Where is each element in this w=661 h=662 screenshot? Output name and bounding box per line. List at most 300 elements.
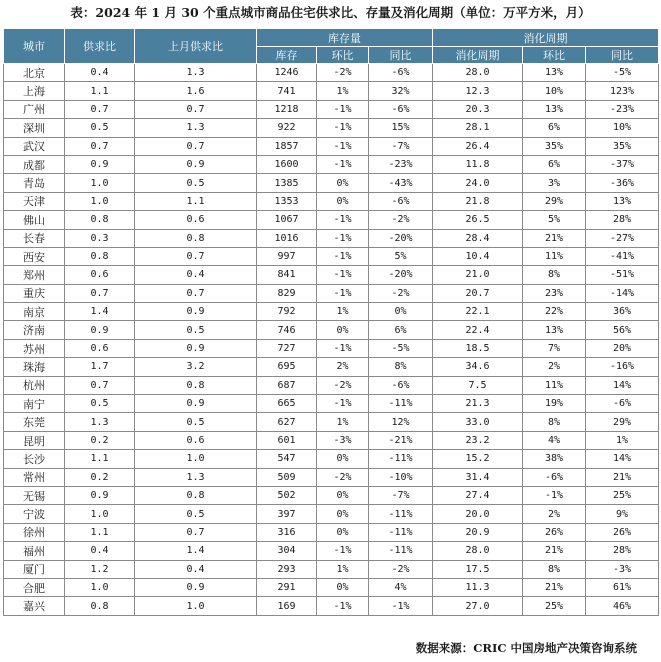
cell-city: 佛山	[4, 211, 65, 229]
cell-inventory: 997	[257, 247, 317, 265]
cell-city: 郑州	[4, 266, 65, 284]
cell-inventory-mom: -2%	[317, 376, 369, 394]
cell-cycle-yoy: -36%	[586, 174, 659, 192]
table-row	[4, 211, 659, 229]
cell-city: 天津	[4, 192, 65, 210]
cell-inventory-yoy: 5%	[369, 247, 433, 265]
cell-city: 厦门	[4, 560, 65, 578]
cell-cycle-yoy: 21%	[586, 468, 659, 486]
cell-inventory: 502	[257, 486, 317, 504]
cell-cycle-mom: 38%	[523, 450, 586, 468]
cell-inventory: 169	[257, 597, 317, 615]
cell-supply-ratio: 1.0	[65, 174, 135, 192]
cell-cycle: 24.0	[433, 174, 523, 192]
cell-cycle: 11.8	[433, 155, 523, 173]
cell-supply-ratio: 1.1	[65, 523, 135, 541]
cell-cycle-yoy: 20%	[586, 339, 659, 357]
cell-cycle-mom: 6%	[523, 119, 586, 137]
cell-cycle-mom: 23%	[523, 284, 586, 302]
cell-cycle-yoy: 35%	[586, 137, 659, 155]
table-row	[4, 192, 659, 210]
cell-cycle-yoy: -14%	[586, 284, 659, 302]
cell-city: 武汉	[4, 137, 65, 155]
table-row	[4, 119, 659, 137]
cell-cycle: 26.5	[433, 211, 523, 229]
cell-inventory: 397	[257, 505, 317, 523]
cell-inventory-mom: 0%	[317, 486, 369, 504]
cell-inventory: 1857	[257, 137, 317, 155]
header-cycle-yoy: 同比	[586, 47, 659, 64]
cell-cycle: 27.4	[433, 486, 523, 504]
cell-supply-ratio: 0.9	[65, 321, 135, 339]
cell-cycle: 21.0	[433, 266, 523, 284]
cell-inventory-mom: 1%	[317, 413, 369, 431]
cell-inventory-mom: 1%	[317, 303, 369, 321]
cell-inventory: 547	[257, 450, 317, 468]
cell-inventory: 316	[257, 523, 317, 541]
cell-city: 济南	[4, 321, 65, 339]
cell-inventory-mom: 0%	[317, 523, 369, 541]
cell-city: 徐州	[4, 523, 65, 541]
cell-cycle-mom: 21%	[523, 542, 586, 560]
table-row	[4, 284, 659, 302]
cell-inventory: 741	[257, 82, 317, 100]
cell-supply-ratio: 0.3	[65, 229, 135, 247]
cell-cycle-mom: 29%	[523, 192, 586, 210]
cell-prev-supply-ratio: 0.8	[135, 376, 257, 394]
cell-inventory-mom: -1%	[317, 597, 369, 615]
cell-city: 南宁	[4, 395, 65, 413]
cell-inventory: 922	[257, 119, 317, 137]
cell-prev-supply-ratio: 0.9	[135, 303, 257, 321]
header-inventory-group: 库存量	[257, 29, 433, 47]
cell-supply-ratio: 0.6	[65, 339, 135, 357]
cell-supply-ratio: 0.8	[65, 597, 135, 615]
cell-prev-supply-ratio: 1.0	[135, 597, 257, 615]
cell-inventory: 687	[257, 376, 317, 394]
cell-inventory-mom: -1%	[317, 229, 369, 247]
table-body	[4, 64, 659, 616]
cell-cycle-mom: 3%	[523, 174, 586, 192]
cell-inventory: 695	[257, 358, 317, 376]
cell-inventory-yoy: -20%	[369, 229, 433, 247]
cell-cycle: 12.3	[433, 82, 523, 100]
cell-inventory-mom: 1%	[317, 82, 369, 100]
cell-prev-supply-ratio: 0.4	[135, 560, 257, 578]
cell-city: 长沙	[4, 450, 65, 468]
cell-inventory-yoy: -2%	[369, 211, 433, 229]
table-row	[4, 82, 659, 100]
table-row	[4, 358, 659, 376]
cell-inventory-yoy: -2%	[369, 284, 433, 302]
cell-cycle-mom: 19%	[523, 395, 586, 413]
cell-supply-ratio: 0.8	[65, 211, 135, 229]
cell-cycle-yoy: 25%	[586, 486, 659, 504]
cell-inventory-mom: 2%	[317, 358, 369, 376]
cell-supply-ratio: 1.3	[65, 413, 135, 431]
cell-cycle: 21.3	[433, 395, 523, 413]
cell-prev-supply-ratio: 1.3	[135, 468, 257, 486]
cell-cycle-yoy: 28%	[586, 542, 659, 560]
cell-inventory: 1385	[257, 174, 317, 192]
cell-cycle-mom: 21%	[523, 229, 586, 247]
cell-cycle: 20.9	[433, 523, 523, 541]
table-row	[4, 597, 659, 615]
cell-cycle: 20.0	[433, 505, 523, 523]
cell-supply-ratio: 1.0	[65, 192, 135, 210]
cell-city: 珠海	[4, 358, 65, 376]
cell-cycle: 20.7	[433, 284, 523, 302]
cell-cycle-yoy: 61%	[586, 578, 659, 596]
table-row	[4, 174, 659, 192]
cell-cycle-mom: -6%	[523, 468, 586, 486]
cell-prev-supply-ratio: 0.8	[135, 229, 257, 247]
cell-inventory: 509	[257, 468, 317, 486]
cell-cycle: 28.0	[433, 64, 523, 82]
cell-cycle-yoy: -3%	[586, 560, 659, 578]
cell-cycle-yoy: -27%	[586, 229, 659, 247]
cell-inventory-mom: 1%	[317, 560, 369, 578]
cell-supply-ratio: 0.5	[65, 119, 135, 137]
cell-city: 昆明	[4, 431, 65, 449]
table-row	[4, 431, 659, 449]
cell-cycle-yoy: 26%	[586, 523, 659, 541]
cell-supply-ratio: 0.2	[65, 468, 135, 486]
table-row	[4, 468, 659, 486]
cell-inventory-mom: 0%	[317, 505, 369, 523]
cell-cycle-yoy: 14%	[586, 376, 659, 394]
cell-cycle: 22.4	[433, 321, 523, 339]
cell-inventory-yoy: -6%	[369, 100, 433, 118]
cell-cycle: 27.0	[433, 597, 523, 615]
cell-inventory: 746	[257, 321, 317, 339]
cell-inventory-yoy: -20%	[369, 266, 433, 284]
cell-inventory-mom: -1%	[317, 247, 369, 265]
cell-cycle-yoy: 1%	[586, 431, 659, 449]
cell-inventory: 1016	[257, 229, 317, 247]
cell-prev-supply-ratio: 0.5	[135, 505, 257, 523]
cell-supply-ratio: 0.5	[65, 395, 135, 413]
cell-cycle-mom: 2%	[523, 358, 586, 376]
table-row	[4, 505, 659, 523]
cell-prev-supply-ratio: 0.6	[135, 431, 257, 449]
cell-prev-supply-ratio: 1.3	[135, 64, 257, 82]
cell-cycle-mom: 35%	[523, 137, 586, 155]
table-row	[4, 321, 659, 339]
header-inventory-mom: 环比	[317, 47, 369, 64]
cell-prev-supply-ratio: 0.5	[135, 174, 257, 192]
cell-cycle-mom: 8%	[523, 560, 586, 578]
cell-cycle-mom: 26%	[523, 523, 586, 541]
header-prev-supply-ratio: 上月供求比	[135, 29, 257, 64]
table-row	[4, 64, 659, 82]
cell-inventory: 1353	[257, 192, 317, 210]
cell-prev-supply-ratio: 1.1	[135, 192, 257, 210]
cell-supply-ratio: 0.8	[65, 247, 135, 265]
cell-inventory-yoy: -1%	[369, 597, 433, 615]
cell-cycle-mom: 6%	[523, 155, 586, 173]
cell-inventory-mom: 0%	[317, 192, 369, 210]
cell-inventory-mom: 0%	[317, 450, 369, 468]
cell-supply-ratio: 1.1	[65, 82, 135, 100]
cell-cycle: 7.5	[433, 376, 523, 394]
cell-cycle-yoy: 56%	[586, 321, 659, 339]
cell-prev-supply-ratio: 0.7	[135, 100, 257, 118]
cell-city: 北京	[4, 64, 65, 82]
cell-city: 南京	[4, 303, 65, 321]
cell-inventory-yoy: 15%	[369, 119, 433, 137]
table-row	[4, 578, 659, 596]
cell-inventory-yoy: -11%	[369, 395, 433, 413]
cell-cycle: 34.6	[433, 358, 523, 376]
table-row	[4, 303, 659, 321]
cell-inventory-yoy: -43%	[369, 174, 433, 192]
cell-cycle-yoy: -6%	[586, 395, 659, 413]
header-cycle-group: 消化周期	[433, 29, 659, 47]
cell-prev-supply-ratio: 0.9	[135, 155, 257, 173]
cell-inventory-mom: -1%	[317, 119, 369, 137]
cell-inventory-mom: 0%	[317, 174, 369, 192]
table-row	[4, 247, 659, 265]
cell-prev-supply-ratio: 1.6	[135, 82, 257, 100]
cell-inventory: 792	[257, 303, 317, 321]
cell-cycle: 33.0	[433, 413, 523, 431]
cell-cycle-yoy: 9%	[586, 505, 659, 523]
cell-cycle-mom: 4%	[523, 431, 586, 449]
cell-inventory: 841	[257, 266, 317, 284]
cell-city: 嘉兴	[4, 597, 65, 615]
cell-cycle: 15.2	[433, 450, 523, 468]
cell-cycle-yoy: -41%	[586, 247, 659, 265]
cell-city: 杭州	[4, 376, 65, 394]
cell-inventory: 304	[257, 542, 317, 560]
cell-cycle: 31.4	[433, 468, 523, 486]
cell-prev-supply-ratio: 1.0	[135, 450, 257, 468]
cell-cycle: 21.8	[433, 192, 523, 210]
cell-inventory-yoy: 8%	[369, 358, 433, 376]
header-inventory: 库存	[257, 47, 317, 64]
cell-supply-ratio: 0.7	[65, 376, 135, 394]
cell-inventory-yoy: 6%	[369, 321, 433, 339]
cell-supply-ratio: 0.2	[65, 431, 135, 449]
cell-prev-supply-ratio: 0.7	[135, 137, 257, 155]
header-row-1	[4, 29, 659, 47]
cell-inventory-mom: -1%	[317, 284, 369, 302]
cell-cycle-yoy: 36%	[586, 303, 659, 321]
cell-supply-ratio: 0.7	[65, 100, 135, 118]
cell-city: 深圳	[4, 119, 65, 137]
table-row	[4, 486, 659, 504]
cell-cycle-mom: 2%	[523, 505, 586, 523]
cell-inventory-mom: -3%	[317, 431, 369, 449]
cell-inventory-yoy: 4%	[369, 578, 433, 596]
cell-inventory-yoy: -6%	[369, 64, 433, 82]
cell-city: 常州	[4, 468, 65, 486]
cell-cycle-mom: 10%	[523, 82, 586, 100]
cell-cycle-yoy: -5%	[586, 64, 659, 82]
cell-cycle: 28.0	[433, 542, 523, 560]
cell-supply-ratio: 0.7	[65, 284, 135, 302]
cell-prev-supply-ratio: 0.5	[135, 413, 257, 431]
cell-inventory: 1067	[257, 211, 317, 229]
cell-supply-ratio: 0.4	[65, 64, 135, 82]
cell-cycle-mom: 11%	[523, 247, 586, 265]
cell-prev-supply-ratio: 0.5	[135, 321, 257, 339]
cell-inventory-mom: 0%	[317, 578, 369, 596]
cell-inventory-yoy: 32%	[369, 82, 433, 100]
cell-inventory-yoy: -6%	[369, 376, 433, 394]
cell-supply-ratio: 0.6	[65, 266, 135, 284]
cell-inventory-mom: -1%	[317, 211, 369, 229]
table-row	[4, 542, 659, 560]
cell-cycle-mom: -1%	[523, 486, 586, 504]
table-row	[4, 100, 659, 118]
header-cycle-mom: 环比	[523, 47, 586, 64]
cell-city: 宁波	[4, 505, 65, 523]
cell-prev-supply-ratio: 1.4	[135, 542, 257, 560]
header-supply-ratio: 供求比	[65, 29, 135, 64]
cell-cycle-yoy: 46%	[586, 597, 659, 615]
cell-cycle-yoy: -51%	[586, 266, 659, 284]
table-row	[4, 339, 659, 357]
cell-inventory: 829	[257, 284, 317, 302]
cell-inventory-mom: -1%	[317, 339, 369, 357]
cell-prev-supply-ratio: 0.6	[135, 211, 257, 229]
cell-cycle: 10.4	[433, 247, 523, 265]
table-row	[4, 155, 659, 173]
header-inventory-yoy: 同比	[369, 47, 433, 64]
cell-inventory-mom: -1%	[317, 542, 369, 560]
cell-prev-supply-ratio: 0.8	[135, 486, 257, 504]
table-row	[4, 229, 659, 247]
cell-cycle: 18.5	[433, 339, 523, 357]
cell-cycle-yoy: 10%	[586, 119, 659, 137]
cell-inventory-yoy: -7%	[369, 486, 433, 504]
cell-inventory-yoy: 0%	[369, 303, 433, 321]
cell-inventory: 727	[257, 339, 317, 357]
table-row	[4, 523, 659, 541]
cell-cycle-mom: 22%	[523, 303, 586, 321]
cell-city: 成都	[4, 155, 65, 173]
cell-supply-ratio: 0.9	[65, 486, 135, 504]
cell-supply-ratio: 0.7	[65, 137, 135, 155]
cell-cycle-mom: 5%	[523, 211, 586, 229]
cell-prev-supply-ratio: 3.2	[135, 358, 257, 376]
cell-inventory-yoy: -11%	[369, 523, 433, 541]
cell-cycle-mom: 25%	[523, 597, 586, 615]
cell-prev-supply-ratio: 0.7	[135, 523, 257, 541]
cell-cycle-yoy: 28%	[586, 211, 659, 229]
cell-prev-supply-ratio: 0.9	[135, 395, 257, 413]
cell-inventory-mom: 0%	[317, 321, 369, 339]
cell-inventory: 1600	[257, 155, 317, 173]
cell-supply-ratio: 1.1	[65, 450, 135, 468]
cell-prev-supply-ratio: 0.7	[135, 247, 257, 265]
cell-inventory-yoy: 12%	[369, 413, 433, 431]
supply-demand-table	[3, 28, 659, 616]
cell-cycle-mom: 11%	[523, 376, 586, 394]
cell-inventory-yoy: -11%	[369, 542, 433, 560]
cell-cycle: 20.3	[433, 100, 523, 118]
cell-supply-ratio: 0.4	[65, 542, 135, 560]
cell-city: 东莞	[4, 413, 65, 431]
cell-prev-supply-ratio: 0.7	[135, 284, 257, 302]
cell-cycle: 22.1	[433, 303, 523, 321]
cell-cycle-yoy: -23%	[586, 100, 659, 118]
cell-city: 长春	[4, 229, 65, 247]
cell-inventory: 627	[257, 413, 317, 431]
cell-inventory-mom: -2%	[317, 64, 369, 82]
table-row	[4, 376, 659, 394]
cell-city: 苏州	[4, 339, 65, 357]
table-title: 表：2024 年 1 月 30 个重点城市商品住宅供求比、存量及消化周期（单位：万平方米，月）	[70, 5, 591, 20]
table-row	[4, 450, 659, 468]
cell-cycle-mom: 7%	[523, 339, 586, 357]
cell-cycle-yoy: -37%	[586, 155, 659, 173]
cell-city: 福州	[4, 542, 65, 560]
cell-cycle-yoy: 123%	[586, 82, 659, 100]
cell-city: 合肥	[4, 578, 65, 596]
cell-inventory-yoy: -23%	[369, 155, 433, 173]
cell-inventory: 1246	[257, 64, 317, 82]
table-row	[4, 413, 659, 431]
cell-inventory: 665	[257, 395, 317, 413]
cell-supply-ratio: 1.0	[65, 578, 135, 596]
cell-city: 无锡	[4, 486, 65, 504]
cell-inventory-yoy: -5%	[369, 339, 433, 357]
cell-city: 广州	[4, 100, 65, 118]
cell-cycle-mom: 13%	[523, 64, 586, 82]
cell-city: 青岛	[4, 174, 65, 192]
table-row	[4, 137, 659, 155]
cell-inventory: 293	[257, 560, 317, 578]
cell-inventory-mom: -2%	[317, 468, 369, 486]
cell-cycle: 28.1	[433, 119, 523, 137]
cell-inventory-yoy: -11%	[369, 505, 433, 523]
cell-supply-ratio: 1.7	[65, 358, 135, 376]
cell-inventory-yoy: -7%	[369, 137, 433, 155]
cell-city: 上海	[4, 82, 65, 100]
cell-city: 西安	[4, 247, 65, 265]
cell-cycle-mom: 21%	[523, 578, 586, 596]
cell-cycle-yoy: 13%	[586, 192, 659, 210]
cell-inventory-mom: -1%	[317, 266, 369, 284]
table-row	[4, 560, 659, 578]
cell-inventory-yoy: -21%	[369, 431, 433, 449]
cell-cycle: 17.5	[433, 560, 523, 578]
cell-supply-ratio: 1.0	[65, 505, 135, 523]
cell-cycle-mom: 13%	[523, 100, 586, 118]
cell-inventory: 291	[257, 578, 317, 596]
header-cycle: 消化周期	[433, 47, 523, 64]
data-source: 数据来源：CRIC 中国房地产决策咨询系统	[415, 641, 637, 655]
header-city: 城市	[4, 29, 65, 64]
cell-inventory: 601	[257, 431, 317, 449]
cell-inventory: 1218	[257, 100, 317, 118]
cell-inventory-yoy: -11%	[369, 450, 433, 468]
cell-prev-supply-ratio: 1.3	[135, 119, 257, 137]
cell-cycle-yoy: -16%	[586, 358, 659, 376]
cell-cycle: 23.2	[433, 431, 523, 449]
cell-supply-ratio: 0.9	[65, 155, 135, 173]
cell-prev-supply-ratio: 0.9	[135, 578, 257, 596]
cell-cycle: 26.4	[433, 137, 523, 155]
cell-cycle-mom: 13%	[523, 321, 586, 339]
cell-supply-ratio: 1.4	[65, 303, 135, 321]
cell-city: 重庆	[4, 284, 65, 302]
cell-cycle-mom: 8%	[523, 266, 586, 284]
cell-prev-supply-ratio: 0.9	[135, 339, 257, 357]
